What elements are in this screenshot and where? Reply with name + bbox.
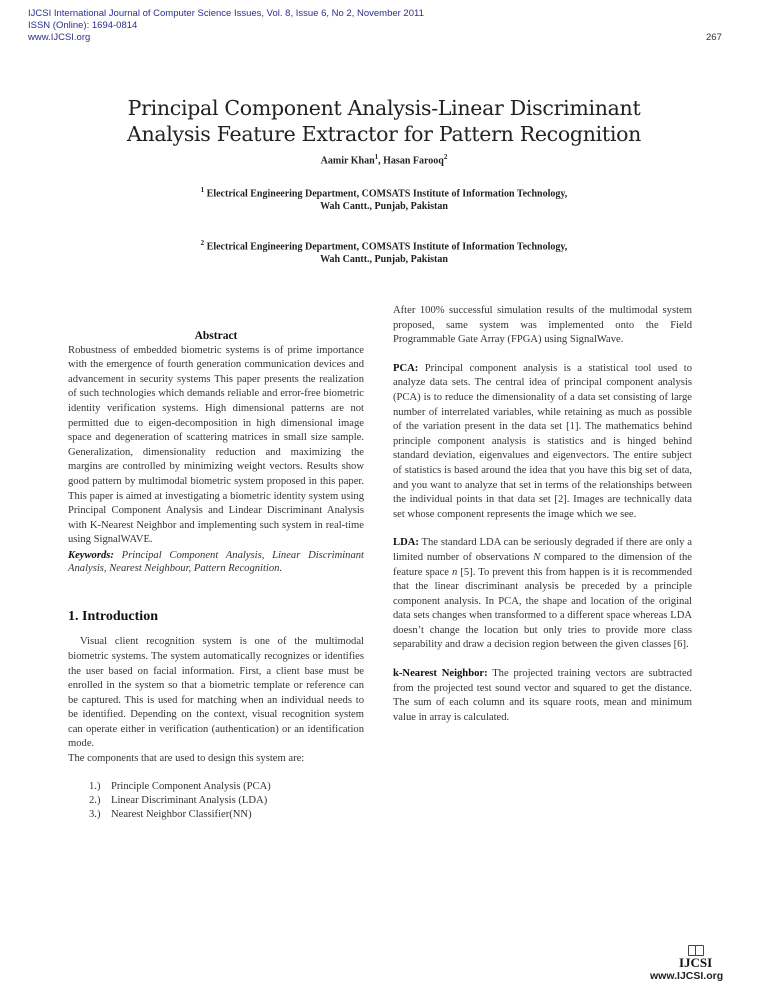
list-number: 1.): [89, 780, 101, 792]
keywords-label: Keywords:: [68, 549, 114, 561]
logo-url: www.IJCSI.org: [650, 970, 724, 982]
section-heading-introduction: 1. Introduction: [68, 608, 158, 624]
introduction-paragraph: Visual client recognition system is one of the multimodal biometric systems. The system automatically recognizes or identifies the user based on facial information. First, a client base must be enrolled in the system so that a biometric template or reference can be captured. This is used for matching when an individual needs to be identified. Depending on the context, visual recognition system can operate either in verification (authentication) or an identification mode.: [68, 636, 364, 750]
knn-label: k-Nearest Neighbor:: [393, 668, 488, 680]
pca-paragraph: [393, 362, 692, 523]
abstract-text: Robustness of embedded biometric systems is of prime importance with the emergence of fourth generation communication devices and advancement in security systems This paper presents the realization of such technologies which demands reliable and error-free biometric identity verification systems. High dimensional patterns are not permitted due to eigen-decomposition in high dimensional image space and degeneration of scattering matrices in small size sample. Generalization, dimensionality reduction and maximizing the margins are controlled by minimizing weight vectors. Results show good pattern by multimodal biometric system proposed in this paper. This paper is aimed at investigating a biometric identity system using Principal Component Analysis and Lindear Discriminant Analysis with K-Nearest Neighbor and implementing such system in real-time using SignalWAVE.: [68, 344, 364, 546]
author-name: Aamir Khan: [320, 155, 375, 167]
affiliation: [0, 184, 768, 213]
affiliation-mark: 1: [200, 186, 205, 194]
list-label: Linear Discriminant Analysis (LDA): [111, 794, 268, 806]
lda-paragraph: [393, 536, 692, 653]
open-book-icon: [688, 945, 704, 956]
title-line-1: Principal Component Analysis-Linear Discriminant: [127, 96, 641, 120]
affiliation-line-1: Electrical Engineering Department, COMSATS Institute of Information Technology,: [206, 241, 568, 253]
logo-brand: IJCSI: [678, 955, 713, 970]
author-list: [0, 153, 768, 166]
knn-paragraph: [393, 667, 692, 725]
journal-website: www.IJCSI.org: [28, 32, 91, 43]
author-affiliation-mark: 1: [374, 153, 379, 161]
list-number: 2.): [89, 794, 101, 806]
affiliation-line-2: Wah Cantt., Punjab, Pakistan: [320, 201, 448, 213]
keywords: [68, 549, 364, 576]
list-label: Nearest Neighbor Classifier(NN): [111, 808, 252, 820]
pca-label: PCA:: [393, 362, 419, 374]
paper-title: [0, 95, 768, 147]
running-header: [28, 8, 424, 44]
pca-text: Principal component analysis is a statistical tool used to analyze data sets. The central idea of principal component analysis (PCA) is to reduce the dimensionality of a data set consisting of large number of interrelated variables, while retaining as much as possible of the variation present in the data set [1]. The mathematics behind principle component analysis is statistics and is hinged behind standard deviation, eigenvalues and eigenvectors. The entire subject of statistics is based around the idea that you have this big set of data, and you want to analyze that set in terms of the relationships between the individual points in that data set [2]. Images are technically data set whose component represents the image which we see.: [393, 362, 692, 520]
abstract-heading: Abstract: [194, 330, 238, 342]
right-column: [393, 304, 692, 725]
affiliation-mark: 2: [200, 239, 205, 247]
author-separator: ,: [378, 155, 384, 167]
variable-N: N: [533, 551, 541, 563]
list-item: [89, 794, 364, 808]
variable-n: n: [452, 566, 458, 578]
list-item: [89, 808, 364, 822]
title-line-2: Analysis Feature Extractor for Pattern Recognition: [126, 122, 642, 146]
list-number: 3.): [89, 808, 101, 820]
author-affiliation-mark: 2: [443, 153, 448, 161]
journal-logo: [650, 945, 724, 982]
affiliation-line-2: Wah Cantt., Punjab, Pakistan: [320, 254, 448, 266]
list-label: Principle Component Analysis (PCA): [111, 780, 271, 792]
page-number: 267: [706, 32, 722, 43]
lda-text: [5]. To prevent this from happen is it is recommended that the linear discriminant analysis be preceded by a principle component analysis. In PCA, the shape and location of the original data sets changes when transformed to a different space whereas LDA doesn’t change the location but only tries to provide more class separability and draw a decision region between the given classes [6].: [393, 566, 692, 651]
components-list: [89, 780, 364, 822]
affiliation: [0, 237, 768, 266]
affiliation-line-1: Electrical Engineering Department, COMSATS Institute of Information Technology,: [206, 188, 568, 200]
left-column: [68, 329, 364, 822]
keywords-text: Principal Component Analysis, Linear Discriminant Analysis, Nearest Neighbour, Pattern Recognition.: [68, 549, 364, 575]
components-intro: The components that are used to design this system are:: [68, 753, 305, 765]
issn: ISSN (Online): 1694-0814: [28, 20, 138, 31]
lda-label: LDA:: [393, 537, 419, 549]
list-item: [89, 780, 364, 794]
knn-text: The projected training vectors are subtracted from the projected test sound vector and squared to get the distance. The sum of each column and its square roots, mean and minimum value in array is calculated.: [393, 668, 693, 723]
implementation-paragraph: After 100% successful simulation results of the multimodal system proposed, same system was implemented onto the Field Programmable Gate Array (FPGA) using SignalWave.: [393, 305, 692, 346]
lda-text: The standard LDA can be seriously degraded if there are only a limited number of observations: [393, 537, 692, 563]
lda-text: compared to the dimension of the feature space: [393, 551, 692, 578]
author-name: Hasan Farooq: [383, 155, 444, 167]
journal-name: IJCSI International Journal of Computer Science Issues, Vol. 8, Issue 6, No 2, November 2011: [28, 8, 424, 19]
